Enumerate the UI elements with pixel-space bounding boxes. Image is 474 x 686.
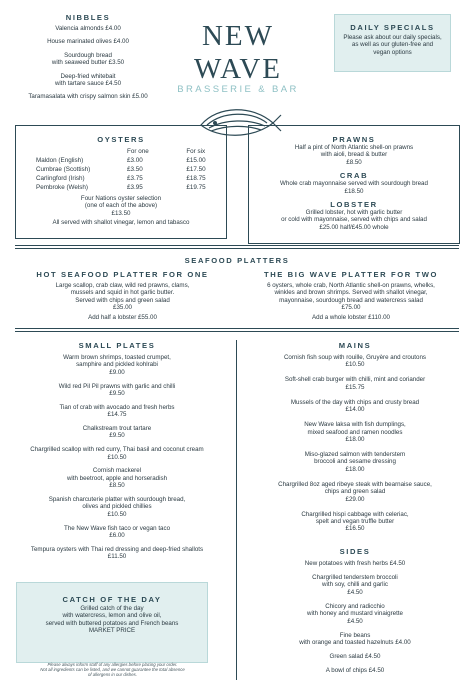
oyster-six: £19.75 (186, 184, 206, 191)
hot-platter (15, 270, 230, 321)
logo-subtitle: BRASSERIE & BAR (177, 84, 299, 95)
mains-list (244, 354, 466, 533)
hot-platter-add: Add half a lobster £55.00 (88, 313, 157, 321)
oysters-heading: OYSTERS (97, 135, 145, 144)
oysters-served-text: All served with shallot vinegar, lemon and tabasco (52, 219, 190, 227)
oyster-one: £3.75 (127, 175, 143, 182)
menu-item: Cornish fish soup with rouille, Gruyère and croutons £10.50 (283, 354, 427, 369)
crab-heading: CRAB (339, 171, 369, 181)
big-platter-text: 6 oysters, whole crab, North Atlantic shell-on prawns, whelks, winkles and brown shrimps. Served with shallot vinegar, mayonnaise, sourdough bread and watercress salad £75.00 (267, 282, 435, 312)
oyster-one: £3.95 (127, 184, 143, 191)
oyster-six: £15.00 (186, 157, 206, 164)
daily-specials-panel (334, 14, 451, 72)
logo-title: NEW WAVE (193, 20, 283, 85)
oysters-col-six: For six (186, 148, 206, 155)
menu-item: Warm brown shrimps, toasted crumpet, samphire and pickled kohlrabi £9.00 (63, 354, 171, 376)
divider-top-2 (15, 248, 459, 249)
shellfish-box (248, 125, 460, 244)
divider-mid-2 (15, 331, 459, 332)
oyster-name: Carlingford (Irish) (36, 175, 85, 182)
allergy-footer: Please always inform staff of any allergies before placing your order. Not all ingredients can be listed, and we cannot guarantee the total absence of allergens in our dishes. (40, 662, 185, 678)
menu-item: Wild red Pil Pil prawns with garlic and chilli £9.50 (58, 382, 176, 398)
oysters-box (15, 125, 227, 239)
menu-item: Chargrilled hispi cabbage with celeriac, spelt and vegan truffle butter £16.50 (301, 510, 409, 533)
menu-item: Sourdough bread with seaweed butter £3.50 (51, 51, 125, 67)
menu-item: Cornish mackerel with beetroot, apple and horseradish £8.50 (66, 467, 168, 490)
daily-specials-heading: DAILY SPECIALS (350, 23, 435, 32)
oyster-name: Pembroke (Welsh) (36, 184, 89, 191)
big-platter-heading: THE BIG WAVE PLATTER FOR TWO (263, 270, 439, 279)
oyster-one: £3.50 (127, 166, 143, 173)
oyster-row (36, 183, 226, 192)
small-plates-list (10, 354, 224, 561)
menu-item: Green salad £4.50 (329, 653, 381, 661)
oyster-row (36, 156, 226, 165)
big-wave-platter (236, 270, 466, 321)
catch-of-the-day-panel (16, 582, 208, 663)
oyster-name: Maldon (English) (36, 157, 84, 164)
daily-specials-text: Please ask about our daily specials, as well as our gluten-free and vegan options (343, 34, 442, 56)
menu-item: Taramasalata with crispy salmon skin £5.00 (28, 93, 148, 101)
menu-item: House marinated olives £4.00 (47, 38, 129, 46)
menu-item: Chicory and radicchio with honey and mustard vinaigrette £4.50 (307, 602, 403, 625)
menu-item: The New Wave fish taco or vegan taco £6.00 (63, 524, 171, 540)
oysters-table (36, 147, 226, 192)
catch-text: Grilled catch of the day with watercress, lemon and olive oil, served with buttered potatoes and French beans MARKET PRICE (45, 605, 179, 635)
oyster-row (36, 174, 226, 183)
crab-text: Whole crab mayonnaise served with sourdough bread £18.50 (280, 180, 428, 195)
menu-item: A bowl of chips £4.50 (325, 667, 385, 675)
prawns-heading: PRAWNS (332, 135, 376, 144)
sides-section (244, 547, 466, 681)
oyster-row (36, 165, 226, 174)
small-plates-heading: SMALL PLATES (78, 341, 156, 350)
menu-item: Spanish charcuterie platter with sourdough bread, olives and pickled chillies £10.50 (48, 496, 186, 518)
oysters-rows (36, 156, 226, 192)
menu-item: Chargrilled scallop with red curry, Thai basil and coconut cream £10.50 (30, 446, 204, 461)
sides-heading: SIDES (339, 547, 371, 556)
lobster-heading: LOBSTER (330, 200, 378, 210)
divider-top (15, 245, 459, 246)
oyster-name: Cumbrae (Scottish) (36, 166, 91, 173)
oyster-six: £18.75 (186, 175, 206, 182)
oysters-col-one: For one (127, 148, 149, 155)
prawns-text: Half a pint of North Atlantic shell-on prawns with aioli, bread & butter £8.50 (294, 144, 414, 166)
menu-item: Deep-fried whitebait with tartare sauce £4.50 (54, 72, 122, 88)
mains-heading: MAINS (338, 341, 372, 350)
menu-item: Miso-glazed salmon with tenderstem broccoli and sesame dressing £18.00 (304, 451, 406, 473)
menu-item: Chargrilled tenderstem broccoli with soy, chilli and garlic £4.50 (312, 574, 398, 596)
menu-item: Mussels of the day with chips and crusty bread £14.00 (290, 398, 420, 414)
lobster-text: Grilled lobster, hot with garlic butter or cold with mayonnaise, served with chips and salad £25.00 half/£45.00 whole (281, 209, 427, 231)
menu-item: Tian of crab with avocado and fresh herbs £14.75 (59, 403, 175, 419)
menu-item: Soft-shell crab burger with chilli, mint and coriander £15.75 (284, 376, 426, 391)
four-nations-text: Four Nations oyster selection (one of each of the above) £13.50 (80, 195, 162, 217)
divider-mid (15, 328, 459, 329)
menu-item: Chargrilled 8oz aged ribeye steak with bearnaise sauce, chips and green salad £29.00 (278, 480, 432, 503)
menu-item: Valencia almonds £4.00 (55, 25, 121, 32)
mains-section (244, 341, 466, 540)
small-plates-section (10, 341, 224, 567)
nibbles-heading: NIBBLES (65, 13, 111, 22)
hot-platter-text: Large scallop, crab claw, wild red prawns, clams, mussels and squid in hot garlic butter. Served with chips and green salad £35.00 (55, 282, 190, 312)
menu-item: New Wave laksa with fish dumplings, mixed seafood and ramen noodles £18.00 (304, 421, 406, 444)
catch-heading: CATCH OF THE DAY (62, 595, 162, 604)
menu-item: Chalkstream trout tartare £9.50 (82, 425, 152, 440)
column-divider (236, 340, 237, 680)
sides-list (244, 560, 466, 674)
menu-item: New potatoes with fresh herbs £4.50 (304, 560, 406, 567)
oyster-six: £17.50 (186, 166, 206, 173)
oyster-one: £3.00 (127, 157, 143, 164)
hot-platter-heading: HOT SEAFOOD PLATTER FOR ONE (36, 270, 209, 279)
nibbles-section (8, 13, 168, 107)
menu-item: Fine beans with orange and toasted hazelnuts £4.00 (299, 631, 411, 647)
big-platter-add: Add a whole lobster £110.00 (312, 313, 390, 321)
seafood-platters-heading: SEAFOOD PLATTERS (184, 256, 290, 265)
menu-item: Tempura oysters with Thai red dressing and deep-fried shallots £11.50 (30, 545, 204, 561)
nibbles-list (8, 25, 168, 101)
